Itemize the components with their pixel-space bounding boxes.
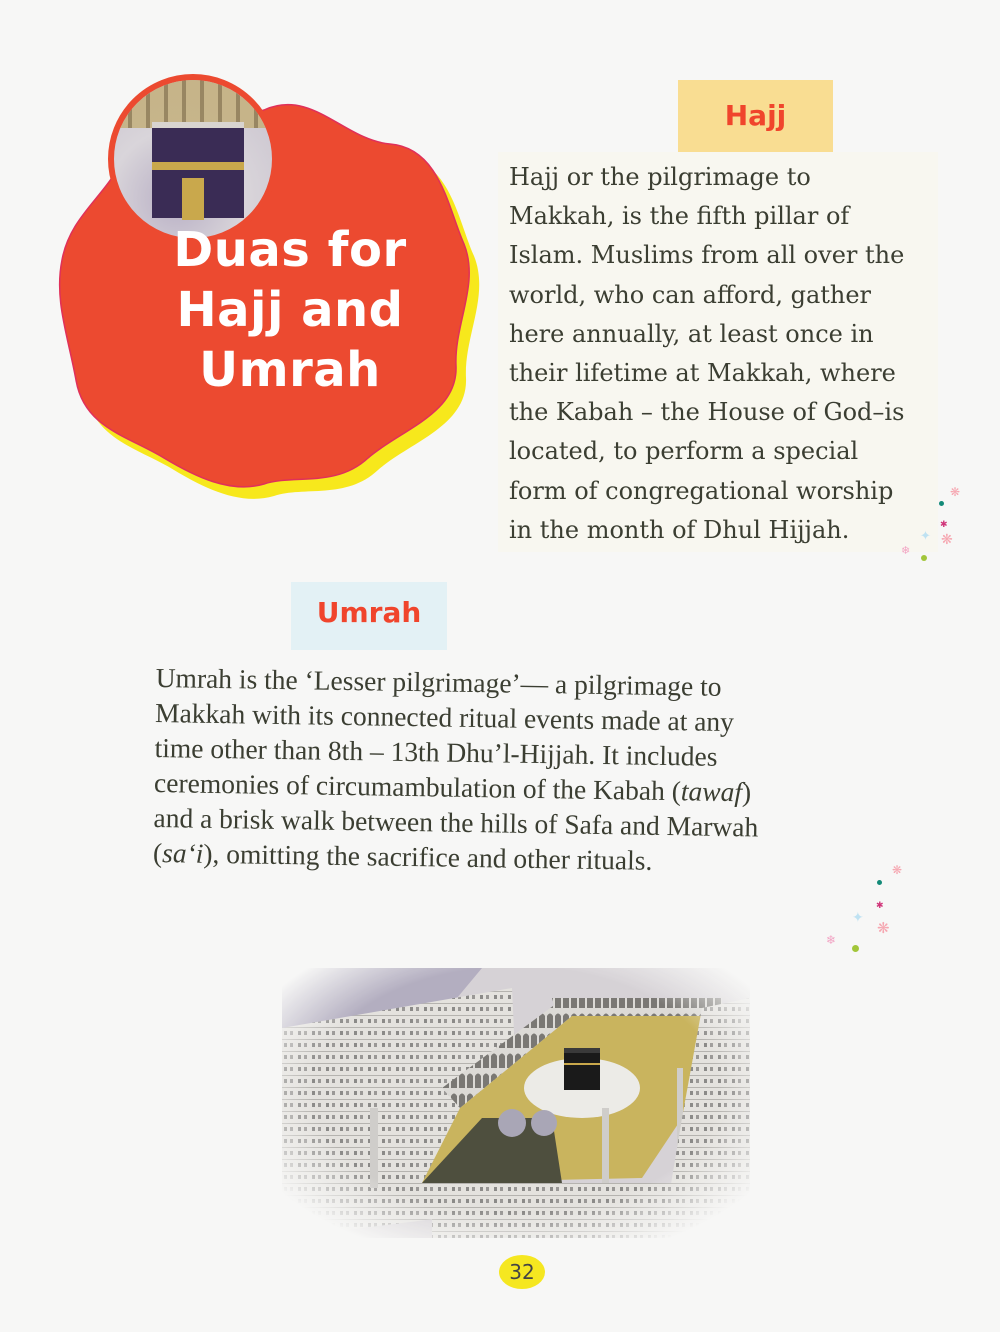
umrah-heading: Umrah bbox=[291, 582, 447, 650]
umrah-text-run: ) bbox=[741, 776, 752, 808]
star-icon: ✱ bbox=[876, 901, 884, 911]
hajj-heading: Hajj bbox=[678, 80, 833, 152]
hajj-line: here annually, at least once in bbox=[509, 319, 874, 348]
hajj-line: in the month of Dhul Hijjah. bbox=[509, 515, 850, 544]
umrah-line: Makkah with its connected ritual events made at any bbox=[154, 696, 735, 738]
hajj-line: Islam. Muslims from all over the bbox=[509, 241, 905, 270]
sparkle-icon: ❋ bbox=[950, 485, 961, 499]
sparkle-icon: ❄ bbox=[826, 933, 837, 947]
sai-term: sa‘i bbox=[161, 837, 204, 869]
sparkle-icon: ❋ bbox=[892, 863, 903, 877]
dot-icon bbox=[939, 501, 944, 506]
hajj-line: form of congregational worship bbox=[509, 476, 894, 505]
hajj-line: the Kabah – the House of God–is bbox=[509, 398, 905, 427]
tawaf-term: tawaf bbox=[680, 775, 743, 808]
dot-icon bbox=[877, 880, 882, 885]
umrah-line: Umrah is the ‘Lesser pilgrimage’— a pilgrimage to bbox=[155, 661, 722, 702]
hajj-line: Makkah, is the fifth pillar of bbox=[509, 202, 850, 231]
dot-icon bbox=[852, 945, 859, 952]
hajj-line: world, who can afford, gather bbox=[509, 280, 872, 309]
title-badge bbox=[50, 52, 490, 502]
page-number: 32 bbox=[499, 1255, 545, 1289]
umrah-paragraph bbox=[153, 660, 876, 881]
hajj-line: Hajj or the pilgrimage to bbox=[509, 163, 811, 191]
mosque-illustration-graphic bbox=[282, 968, 750, 1238]
dot-icon bbox=[921, 555, 927, 561]
star-icon: ✦ bbox=[920, 529, 931, 544]
kaaba-door-graphic bbox=[182, 178, 204, 220]
star-icon: ✦ bbox=[852, 910, 864, 926]
arcade-graphic bbox=[114, 80, 272, 128]
umrah-text-run: ), omitting the sacrifice and other rituals. bbox=[203, 837, 653, 876]
umrah-text-run: ceremonies of circumambulation of the Kabah ( bbox=[153, 766, 682, 807]
umrah-line: and a brisk walk between the hills of Safa and Marwah bbox=[153, 801, 759, 843]
umrah-text-run: ( bbox=[152, 836, 163, 869]
hajj-line: located, to perform a special bbox=[509, 437, 859, 466]
sparkle-icon: ❋ bbox=[941, 532, 953, 548]
kaaba-photo bbox=[108, 74, 278, 244]
sparkle-icon: ❄ bbox=[901, 544, 911, 557]
star-icon: ✱ bbox=[940, 520, 948, 530]
title-line-2: Hajj and bbox=[176, 282, 404, 338]
title-line-3: Umrah bbox=[199, 342, 381, 398]
hajj-line: their lifetime at Makkah, where bbox=[509, 359, 896, 388]
umrah-line: time other than 8th – 13th Dhu’l-Hijjah. It includes bbox=[154, 731, 718, 772]
hajj-paragraph bbox=[509, 158, 939, 550]
masjid-al-haram-illustration bbox=[282, 968, 750, 1238]
sparkle-icon: ❋ bbox=[877, 919, 890, 937]
page-title bbox=[140, 220, 440, 400]
title-line-1: Duas for bbox=[173, 222, 407, 278]
